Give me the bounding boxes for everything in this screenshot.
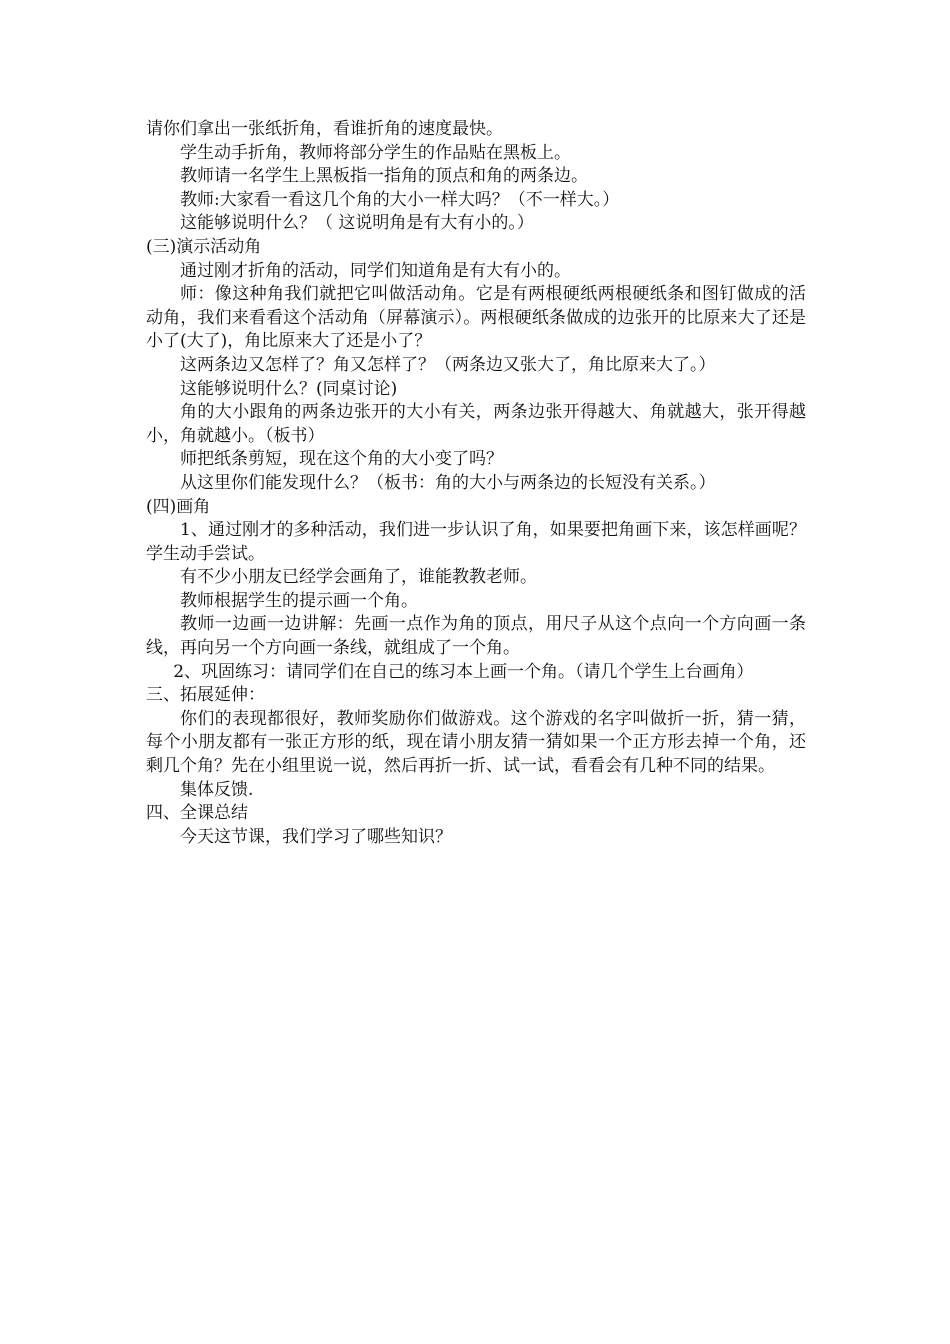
- section-heading: 三、拓展延伸：: [146, 685, 265, 706]
- paragraph: 请你们拿出一张纸折角，看谁折角的速度最快。: [146, 119, 503, 139]
- section-heading: (三)演示活动角: [146, 236, 262, 257]
- document-body: [146, 118, 806, 849]
- paragraph: 你们的表现都很好，教师奖励你们做游戏。这个游戏的名字叫做折一折，猜一猜，每个小朋友都有一张正方形的纸，现在请小朋友猜一猜如果一个正方形去掉一个角，还剩几个角？先在小组里说一说，然后再折一折、试一试，看看会有几种不同的结果。: [146, 708, 806, 777]
- paragraph: 角的大小跟角的两条边张开的大小有关，两条边张开得越大、角就越大，张开得越小，角就越小。（板书）: [146, 402, 806, 446]
- paragraph: 教师一边画一边讲解：先画一点作为角的顶点，用尺子从这个点向一个方向画一条线，再向另一个方向画一条线，就组成了一个角。: [146, 614, 806, 659]
- paragraph: 这能够说明什么？（ 这说明角是有大有小的。）: [180, 213, 534, 234]
- paragraph: 学生动手折角，教师将部分学生的作品贴在黑板上。: [180, 142, 571, 163]
- paragraph: 教师根据学生的提示画一个角。: [180, 590, 418, 611]
- paragraph: 今天这节课，我们学习了哪些知识？: [180, 826, 452, 847]
- paragraph: 有不少小朋友已经学会画角了，谁能教教老师。: [180, 567, 537, 588]
- paragraph: 这两条边又怎样了？角又怎样了？（两条边又张大了，角比原来大了。）: [180, 354, 716, 375]
- paragraph: 1、通过刚才的多种活动，我们进一步认识了角，如果要把角画下来，该怎样画呢？学生动手尝试。: [146, 520, 806, 564]
- paragraph: 教师请一名学生上黑板指一指角的顶点和角的两条边。: [180, 166, 588, 187]
- paragraph: 师：像这种角我们就把它叫做活动角。它是有两根硬纸两根硬纸条和图钉做成的活动角，我们来看看这个活动角（屏幕演示）。两根硬纸条做成的边张开的比原来大了还是小了(大了)，角比原来大了还是小了？: [146, 284, 806, 352]
- paragraph: 师把纸条剪短，现在这个角的大小变了吗？: [180, 449, 503, 470]
- paragraph: 通过刚才折角的活动，同学们知道角是有大有小的。: [180, 260, 571, 281]
- paragraph: 集体反馈.: [180, 779, 254, 800]
- section-heading: (四)画角: [146, 496, 211, 517]
- paragraph: 从这里你们能发现什么？（板书：角的大小与两条边的长短没有关系。）: [180, 472, 716, 493]
- paragraph: 2、巩固练习：请同学们在自己的练习本上画一个角。（请几个学生上台画角）: [173, 661, 754, 682]
- paragraph: 这能够说明什么？(同桌讨论): [180, 378, 398, 399]
- section-heading: 四、全课总结: [146, 803, 248, 824]
- paragraph: 教师:大家看一看这几个角的大小一样大吗？（不一样大。）: [180, 189, 620, 210]
